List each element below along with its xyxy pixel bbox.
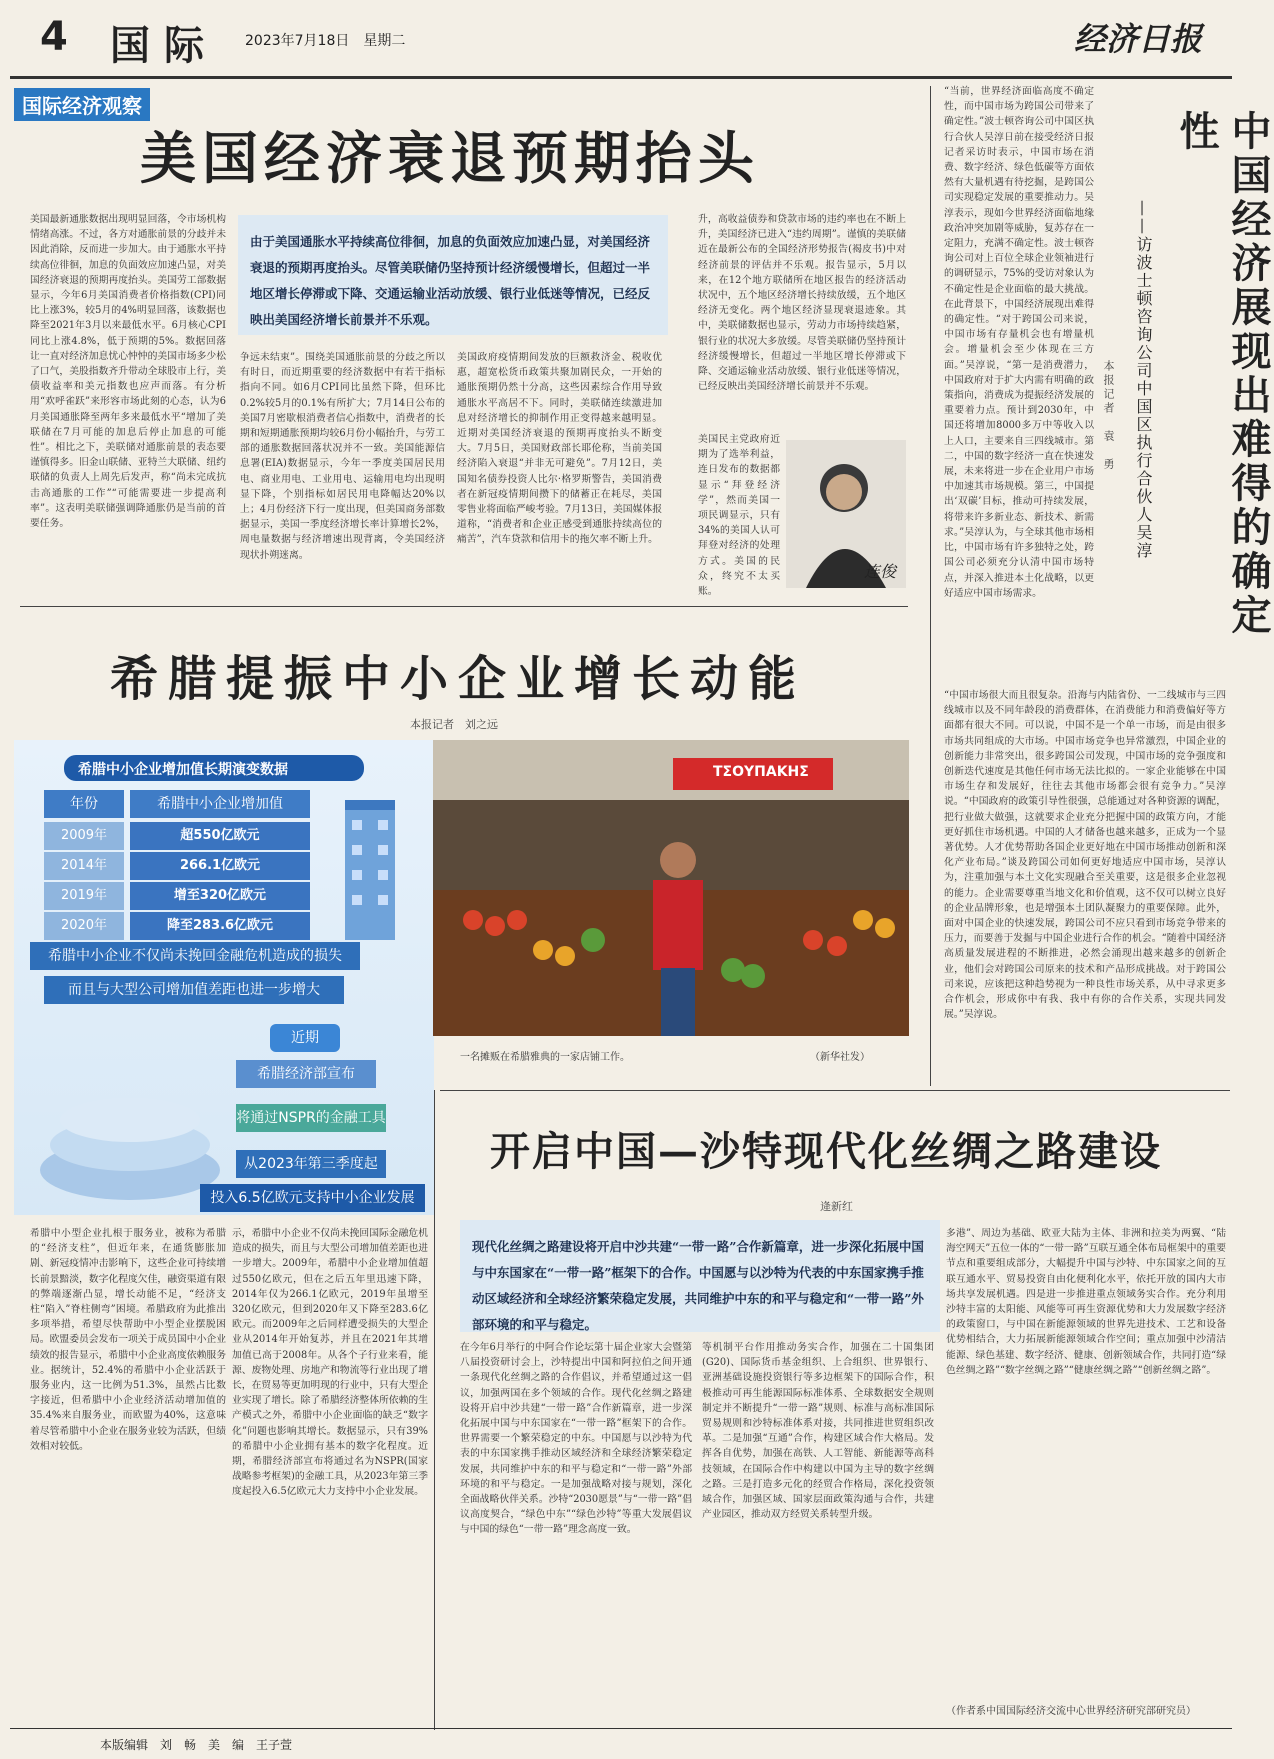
editor-credits: 本版编辑 刘 畅 美 编 王子萱 — [100, 1738, 293, 1752]
column-divider — [930, 86, 931, 1086]
article2-col1: “当前，世界经济面临高度不确定性，而中国市场为跨国公司带来了确定性。”波士顿咨询公司中国区执行合伙人吴淳日前在接受经济日报记者采访时表示，中国市场在消费、数字经济、绿色低碳等方面依然有大量机遇有待挖掘，是跨国公司实现稳定发展的重要推动力。吴淳表示，现如今世界经济面临地缘政治冲突加剧等威胁，复苏存在一定阻力，充满不确定性。波士顿咨询公司对上百位全球企业领袖进行的调研显示，75%的受访对象认为不确定性是企业面临的最大挑战。在此背景下，中国经济展现出难得的确定性。“对于跨国公司来说，中国市场有存量机会也有增量机会。增量机会至少体现在三方面。”吴淳说，“第一是消费潜力，中国政府对于扩大内需有明确的政策指向，消费成为提振经济发展的重要着力点。预计到2030年，中国还将增加8000多万中等收入以上人口，主要来自三四线城市。第二，中国的数字经济一直在快速发展，未来将进一步在企业用户市场中加速其市场规模。第三，中国提出‘双碳’目标，推动可持续发展，将带来许多新业态、新技术、新需求。”吴淳认为，与全球其他市场相比，中国市场有许多独特之处，跨国公司必须充分认清中国市场特点，并深入推进本土化战略，以更好适应中国市场需求。 — [944, 86, 1094, 599]
table-header-value: 希腊中小企业增加值 — [130, 790, 310, 818]
table-row-year: 2009年 — [44, 822, 124, 850]
table-row-value: 降至283.6亿欧元 — [130, 912, 310, 940]
photo-caption: 一名摊贩在希腊雅典的一家店铺工作。 — [460, 1052, 630, 1063]
divider — [440, 1090, 1230, 1091]
table-row-value: 266.1亿欧元 — [130, 852, 310, 880]
building-icon — [330, 790, 410, 940]
divider — [20, 606, 908, 607]
article3-byline: 本报记者 刘之远 — [410, 718, 498, 731]
article1-col3: 美国政府疫情期间发放的巨额救济金、税收优惠，超宽松货币政策共聚加剧民众，一开始的通胀预期仍然十分高，这些因素综合作用导致通胀水平高居不下。同时，美联储连续激进加息对经济增长的抑制作用正变得越来越明显。近期对美国经济衰退的预期再度抬头不断变大。7月5日，美国财政部长耶伦称，当前美国经济陷入衰退“并非无可避免”。7月12日，美国知名债券投资人比尔·格罗斯警告，美国消费者在新冠疫情期间攒下的储蓄正在耗尽，美国零售业将面临严峻考验。7月13日，美国媒体报道称，“消费者和企业正感受到通胀持续高位的痛苦”，汽车贷款和信用卡的拖欠率不断上升。 — [457, 352, 662, 546]
recent-item: 将通过NSPR的金融工具 — [236, 1104, 386, 1132]
page-number: 4 — [40, 14, 68, 60]
article2-headline: 中国经济展现出难得的确定性 — [1173, 110, 1272, 638]
article1-col2: 争远未结束”。围绕美国通胀前景的分歧之所以有时日，而近期重要的经济数据中有若干指标指向不同。如6月CPI同比虽然下降，但环比0.2%较5月的0.1%有所扩大；7月14日公布的美国7月密歇根消费者信心指数中，消费者的长期和短期通胀预期均较6月份小幅抬升，与劳工部的通胀数据回落状况并不一致。美国能源信息署(EIA)数据显示，今年一季度美国居民用电、商业用电、工业用电、运输用电均出现明显下降，个别指标如居民用电降幅达20%以上；4月份经济下行一度出现，但美国商务部数据显示，美国一季度经济增长率计算增长2%，周电量数据与经济增速出现背离，令美国经济现状扑朔迷离。 — [240, 352, 445, 561]
article3-col1: 希腊中小型企业扎根于服务业，被称为希腊的“经济支柱”，但近年来，在通货膨胀加剧、新冠疫情冲击影响下，这些企业可持续增长前景黯淡，数字化程度欠佳，融资渠道有限的弊端逐渐凸显，增长动能不足，“经济支柱“陷入”脊柱侧弯”困境。希腊政府为此推出多项举措，希望尽快帮助中小型企业摆脱困局。欧盟委员会发布一项关于成员国中小企业绩效的报告显示，希腊中小企业高度依赖服务业。据统计，52.4%的希腊中小企业活跃于服务业内，这一比例为51.3%，虽然占比数字接近，但希腊中小企业经济活动增加值的35.4%来自服务业，而欧盟为40%，这意味着尽管希腊中小企业在服务业较为活跃，但绩效相对较低。 — [30, 1228, 226, 1452]
author-signature: 连俊 — [863, 562, 896, 581]
infographic-note: 希腊中小企业不仅尚未挽回金融危机造成的损失 — [30, 942, 360, 970]
infographic-title: 希腊中小企业增加值长期演变数据 — [64, 755, 364, 781]
article4-headline: 开启中国—沙特现代化丝绸之路建设 — [490, 1128, 1162, 1175]
section-title: 国际 — [110, 22, 218, 69]
issue-date: 2023年7月18日 星期二 — [245, 33, 406, 49]
article4-summary: 现代化丝绸之路建设将开启中沙共建“一带一路”合作新篇章，进一步深化拓展中国与中东国家在“一带一路”框架下的合作。中国愿与以沙特为代表的中东国家携手推动区域经济和全球经济繁荣稳定发展，共同维护中东的和平与稳定和“一带一路”外部环境的和平与稳定。 — [460, 1220, 940, 1332]
shop-sign: ΤΣΟΥΠΑΚΗΣ — [713, 764, 809, 780]
article2-subtitle: ——访波士顿咨询公司中国区执行合伙人吴淳 — [1134, 200, 1153, 560]
article1-headline: 美国经济衰退预期抬头 — [140, 126, 760, 192]
masthead-rule — [10, 76, 1232, 79]
table-header-year: 年份 — [44, 790, 124, 818]
article1-col4: 升，高收益债券和贷款市场的违约率也在不断上升，美国经济已进入“违约周期”。谨慎的美联储近在最新公布的全国经济形势报告(褐皮书)中对经济前景的评估并不乐观。报告显示，5月以来，在12个地方联储所在地区报告的经济活动状况中，五个地区经济增长持续放缓，五个地区经济无变化。两个地区经济显现衰退迹象。其中，美联储数据也显示，劳动力市场持续趋紧，银行业的状况大多放缓。尽管美联储仍坚持预计经济缓慢增长，但超过一半地区增长停滞或下降、交通运输业活动放缓、银行业低迷等情况，已经反映出美国经济增长前景并不乐观。 — [698, 214, 906, 393]
footer-rule — [10, 1728, 1232, 1729]
author-note: （作者系中国国际经济交流中心世界经济研究部研究员） — [946, 1706, 1196, 1717]
stacked-disc-icon — [30, 1030, 230, 1210]
article4-byline: 逄新红 — [820, 1200, 853, 1213]
market-photo — [433, 740, 909, 1036]
article4-col1: 在今年6月举行的中阿合作论坛第十届企业家大会暨第八届投资研讨会上，沙特提出中国和阿拉伯之间开通一条现代化丝绸之路的合作倡议，并希望通过这一倡议，加强两国在多个领域的合作。现代化丝绸之路建设将开启中沙共建“一带一路”合作新篇章，进一步深化拓展中国与中东国家在“一带一路”框架下的合作。世界需要一个繁荣稳定的中东。中国愿与以沙特为代表的中东国家携手推动区域经济和全球经济繁荣稳定发展，共同维护中东的和平与稳定和“一带一路”外部环境的和平与稳定。一是加强战略对接与规划，深化全面战略伙伴关系。沙特“2030愿景”与“一带一路”倡议高度契合，“绿色中东”“绿色沙特”等重大发展倡议与中国的绿色“一带一路”理念高度一致。 — [460, 1342, 692, 1536]
article3-headline: 希腊提振中小企业增长动能 — [110, 651, 807, 707]
article4-col2: 等机制平台作用推动务实合作，加强在二十国集团(G20)、国际货币基金组织、上合组织、世界银行、亚洲基础设施投资银行等多边框架下的国际合作，积极推动可再生能源国际标准体系、全球数据安全规则制定并不断提升“一带一路”规则、标准与高标准国际贸易规则和沙特标准体系对接，共同推进世贸组织改革。二是加强“互通”合作，构建区域合作大格局。发挥各自优势，加强在高铁、人工智能、新能源等高科技领域，在国际合作中构建以中国为主导的数字丝绸之路。三是打造多元化的经贸合作格局，深化投资领域合作，加强区域、国家层面政策沟通与合作，共建产业园区，推动双方经贸关系转型升级。 — [702, 1342, 934, 1521]
recent-item: 希腊经济部宣布 — [236, 1060, 376, 1088]
article2-col2: “中国市场很大而且很复杂。沿海与内陆省份、一二线城市与三四线城市以及不同年龄段的消费群体，在消费能力和消费偏好等方面都有很大不同。可以说，中国不是一个单一市场，而是由很多市场共同组成的大市场。中国市场竞争也异常激烈，中国企业的创新能力非常突出，很多跨国公司发现，中国市场的竞争强度和创新迭代速度是其他任何市场无法比拟的。一家企业能够在中国市场生存和发展好，往往去其他市场都会很有竞争力。”吴淳说。“中国政府的政策引导性很强，总能通过对各种资源的调配，把行业做大做强，这就要求企业充分把握中国的政策方向，才能更好抓住市场机遇。中国的人才储备也越来越多，正成为一个显著优势。人才优势帮助各国企业更好地在中国市场推动创新和深化产业布局。”谈及跨国公司如何更好地适应中国市场，吴淳认为，注重加强与本土文化实现融合至关重要，这是很多企业忽视的能力。企业需要尊重当地文化和价值观，这不仅可以树立良好的企业品牌形象，也是增强本土团队凝聚力的重要保障。此外，面对中国企业的快速发展，跨国公司不应只看到市场竞争带来的压力，而要善于发掘与中国企业进行合作的机会。“随着中国经济高质量发展进程的不断推进，必然会涌现出越来越多的创新企业，他们会对跨国公司原来的技术和产品形成挑战。对于跨国公司来说，应该把这种趋势视为一种良性市场关系，从中寻求更多合作机会，形成你中有我、我中有你的合作关系，实现共同发展。”吴淳说。 — [944, 690, 1226, 1021]
paper-logo: 经济日报 — [1073, 20, 1202, 58]
infographic-note: 而且与大型公司增加值差距也进一步增大 — [44, 976, 344, 1004]
column-label: 国际经济观察 — [14, 88, 150, 121]
table-row-year: 2020年 — [44, 912, 124, 940]
recent-item: 从2023年第三季度起 — [236, 1150, 386, 1178]
photo-credit: （新华社发） — [810, 1052, 870, 1063]
article3-col2: 示，希腊中小企业不仅尚未挽回国际金融危机造成的损失，而且与大型公司增加值差距也进一步增大。2009年，希腊中小企业增加值超过550亿欧元，但在之后五年里迅速下降，2014年仅为266.1亿欧元，2019年虽增至320亿欧元，但到2020年又下降至283.6亿欧元。而2009年之后同样遭受损失的大型企业从2014年开始复苏，并且在2021年其增加值已高于2008年。从各个子行业来看，能源、废物处理、房地产和物流等行业出现了增长，在贸易等更加明现的行业中，只有大型企业实现了增长。除了希腊经济整体所依赖的生产模式之外，希腊中小企业面临的缺乏“数字化”问题也影响其增长。数据显示，只有39%的希腊中小企业拥有基本的数字化程度。近期，希腊经济部宣布将通过名为NSPR(国家战略参考框架)的金融工具，从2023年第三季度起投入6.5亿欧元大力支持中小企业发展。 — [232, 1228, 428, 1498]
author-portrait — [786, 440, 906, 588]
article1-col5: 美国民主党政府近期为了选举利益，连日发布的数据都显示“拜登经济学”，然而美国一项民调显示，只有34%的美国人认可拜登对经济的处理方式。美国的民众，终究不太买账。 — [698, 434, 780, 598]
recent-label: 近期 — [270, 1024, 340, 1052]
recent-item: 投入6.5亿欧元支持中小企业发展 — [200, 1184, 425, 1212]
table-row-year: 2014年 — [44, 852, 124, 880]
article4-col3: 多港”、周边为基础、欧亚大陆为主体、非洲和拉美为两翼、“陆海空网天”五位一体的“一带一路”互联互通全体布局框架中的重要节点和重要组成部分，大幅提升中国与沙特、中东国家之间的互联互通水平、贸易投资自由化便利化水平，依托开放的国内大市场共享发展机遇。四是进一步推进重点领域务实合作。充分利用沙特丰富的太阳能、风能等可再生资源优势和大力发展数字经济的政策窗口，与中国在新能源领域的世界先进技术、工艺和设备优势相结合，大力拓展新能源领域合作空间；重点加强中沙清洁能源、绿色基建、数字经济、健康、创新领域合作，共同打造“绿色丝绸之路”“数字丝绸之路”“健康丝绸之路”“创新丝绸之路”。 — [946, 1228, 1226, 1376]
article1-col1: 美国最新通胀数据出现明显回落，令市场机构情绪高涨。不过，各方对通胀前景的分歧并未因此消除，反而进一步加大。由于通胀水平持续高位徘徊，加息的负面效应加速凸显，对美国经济衰退的预期再度抬头。美国劳工部数据显示，今年6月美国消费者价格指数(CPI)同比上涨3%，较5月的4%明显回落，该数据也降至2021年3月以来最低水平。6月核心CPI同比上涨4.8%，低于预期的5%。数据回落让一直对经济加息忧心忡忡的美国市场多少松了口气，美股指数齐升带动全球股市上行，美债收益率和美元指数也应声而落。有分析用“欢呼雀跃”来形容市场此刻的心态，认为6月美国通胀降至两年多来最低水平“增加了美联储在7月可能的加息后停止加息的可能性”。相比之下，美联储对通胀前景的表态要谨慎得多。旧金山联储、亚特兰大联储、纽约联储的负责人上周先后发声，称“尚未完成抗击高通胀的工作”“可能需要进一步提高利率”。这表明美联储强调降通胀仍是当前的首要任务。 — [30, 214, 226, 530]
article1-summary: 由于美国通胀水平持续高位徘徊，加息的负面效应加速凸显，对美国经济衰退的预期再度抬头。尽管美联储仍坚持预计经济缓慢增长，但超过一半地区增长停滞或下降、交通运输业活动放缓、银行业低迷等情况，已经反映出美国经济增长前景并不乐观。 — [238, 215, 668, 335]
table-row-value: 超550亿欧元 — [130, 822, 310, 850]
article2-byline: 本报记者 袁 勇 — [1102, 360, 1115, 472]
table-row-year: 2019年 — [44, 882, 124, 910]
column-divider — [434, 1090, 435, 1730]
table-row-value: 增至320亿欧元 — [130, 882, 310, 910]
